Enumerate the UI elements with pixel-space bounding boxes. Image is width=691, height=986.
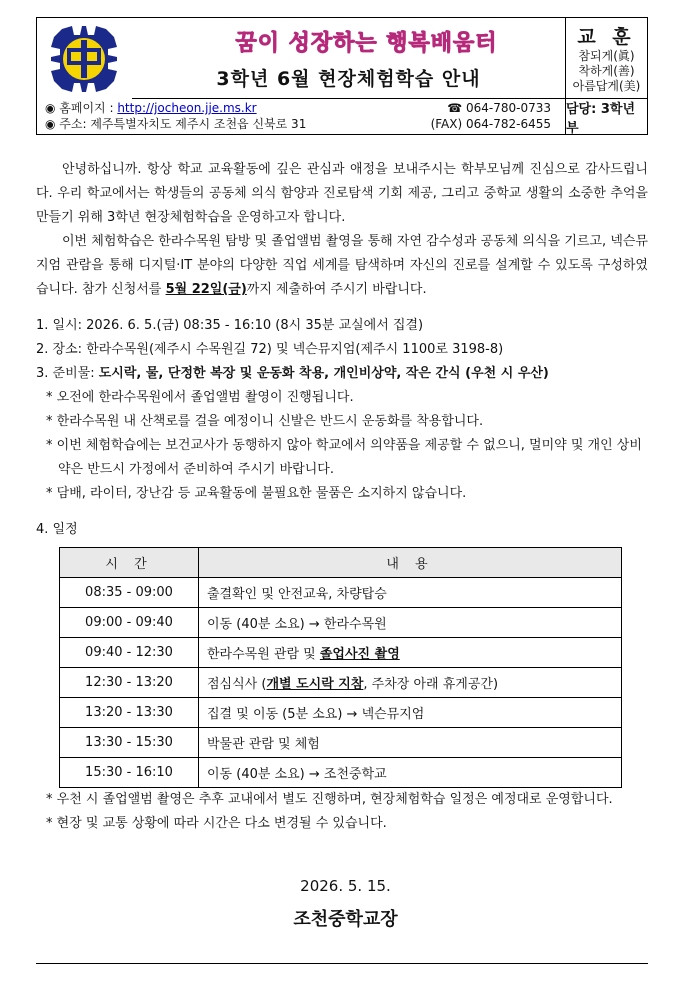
schedule-content-emphasis: 졸업사진 촬영 (319, 647, 400, 662)
department-badge: 담당: 3학년부 (565, 99, 647, 134)
schedule-notes (36, 788, 648, 836)
supplies-label: 3. 준비물: (36, 366, 99, 381)
table-row (60, 578, 622, 608)
title-cell (132, 18, 565, 99)
schedule-time: 12:30 - 13:20 (60, 668, 199, 698)
principal-signature: 조천중학교장 (293, 909, 398, 930)
note-bullet: * 오전에 한라수목원에서 졸업앨범 촬영이 진행됩니다. (46, 390, 354, 405)
schedule-content: 박물관 관람 및 체험 (199, 728, 622, 758)
schedule-content-emphasis: 개별 도시락 지참 (266, 677, 364, 692)
schedule-content-end: , 주차장 아래 휴게공간) (363, 677, 499, 692)
table-row (60, 638, 622, 668)
table-row (60, 758, 622, 788)
schedule-content: 집결 및 이동 (5분 소요) → 넥슨뮤지엄 (199, 698, 622, 728)
schedule-table (59, 547, 622, 788)
list-item-date: 1. 일시: 2026. 6. 5.(금) 08:35 - 16:10 (8시 35분 교실에서 집결) (36, 318, 424, 333)
greeting-paragraph: 안녕하십니까. 항상 학교 교육활동에 깊은 관심과 애정을 보내주시는 학부모님께 진심으로 감사드립니다. 우리 학교에서는 학생들의 공동체 의식 함양과 진로탐색 기회 제공, 그리고 중학교 생활의 소중한 추억을 만들기 위해 3학년 현장체험학습을 운영하고자 합니다. (36, 162, 648, 225)
school-motto (565, 18, 647, 99)
schedule-time: 08:35 - 09:00 (60, 578, 199, 608)
schedule-time: 09:00 - 09:40 (60, 608, 199, 638)
details-list (36, 314, 648, 506)
schedule-time: 09:40 - 12:30 (60, 638, 199, 668)
schedule-note: * 우천 시 졸업앨범 촬영은 추후 교내에서 별도 진행하며, 현장체험학습 일정은 예정대로 운영합니다. (46, 792, 613, 807)
table-header-row (60, 548, 622, 578)
motto-line-truth: 참되게(眞) (578, 49, 635, 63)
schedule-content-text: 점심식사 ( (207, 677, 267, 692)
schedule-content: 이동 (40분 소요) → 조천중학교 (199, 758, 622, 788)
address-row (45, 116, 557, 132)
schedule-time: 13:30 - 15:30 (60, 728, 199, 758)
list-item-supplies (36, 362, 648, 386)
letterhead (36, 17, 648, 135)
bottom-divider (36, 963, 648, 964)
page-title: 3학년 6월 현장체험학습 안내 (216, 68, 481, 90)
table-row (60, 668, 622, 698)
school-logo-cell (37, 18, 132, 99)
column-header-time: 시 간 (60, 548, 199, 578)
schedule-time: 13:20 - 13:30 (60, 698, 199, 728)
schedule-content: 이동 (40분 소요) → 한라수목원 (199, 608, 622, 638)
motto-line-beauty: 아름답게(美) (572, 79, 641, 93)
issue-date: 2026. 5. 15. (300, 877, 391, 895)
homepage-label: ◉ 홈페이지 : (45, 101, 118, 115)
table-row (60, 728, 622, 758)
contact-info (37, 99, 565, 134)
school-slogan: 꿈이 성장하는 행복배움터 (235, 31, 498, 56)
table-row (60, 698, 622, 728)
program-paragraph (36, 230, 648, 302)
schedule-content-text: 한라수목원 관람 및 (207, 647, 320, 662)
schedule-note: * 현장 및 교통 상황에 따라 시간은 다소 변경될 수 있습니다. (46, 816, 387, 831)
schedule-content: 출결확인 및 안전교육, 차량탑승 (199, 578, 622, 608)
note-bullet: * 한라수목원 내 산책로를 걸을 예정이니 신발은 반드시 운동화를 착용합니다. (46, 414, 484, 429)
motto-line-goodness: 착하게(善) (578, 64, 635, 78)
note-bullet: * 담배, 라이터, 장난감 등 교육활동에 불필요한 물품은 소지하지 않습니다. (46, 486, 467, 501)
column-header-content: 내 용 (199, 548, 622, 578)
homepage-link[interactable]: http://jocheon.jje.ms.kr (117, 101, 257, 115)
schedule-time: 15:30 - 16:10 (60, 758, 199, 788)
program-paragraph-end: 까지 제출하여 주시기 바랍니다. (246, 282, 427, 297)
note-bullet: * 이번 체험학습에는 보건교사가 동행하지 않아 학교에서 의약품을 제공할 수 없으니, 멀미약 및 개인 상비약은 반드시 가정에서 준비하여 주시기 바랍니다. (46, 438, 642, 477)
program-paragraph-text: 이번 체험학습은 한라수목원 탐방 및 졸업앨범 촬영을 통해 자연 감수성과 공동체 의식을 기르고, 넥슨뮤지엄 관람을 통해 디지털·IT 분야의 다양한 직업 세계를 탐색하며 자신의 진로를 설계할 수 있도록 구성하였습니다. 참가 신청서를 (36, 234, 648, 297)
school-emblem-icon (37, 18, 132, 99)
table-row (60, 608, 622, 638)
supplies-value: 도시락, 물, 단정한 복장 및 운동화 착용, 개인비상약, 작은 간식 (우천 시 우산) (98, 366, 549, 381)
schedule-content (199, 668, 622, 698)
fax-number: (FAX) 064-782-6455 (430, 117, 551, 131)
deadline-date: 5월 22일(금) (165, 282, 247, 297)
phone-number: ☎ 064-780-0733 (447, 101, 551, 115)
address-text: ◉ 주소: 제주특별자치도 제주시 조천읍 신북로 31 (45, 117, 307, 131)
homepage-row (45, 100, 557, 116)
list-item-place: 2. 장소: 한라수목원(제주시 수목원길 72) 및 넥슨뮤지엄(제주시 1100로 3198-8) (36, 342, 504, 357)
schedule-heading: 4. 일정 (36, 522, 78, 537)
schedule-content (199, 638, 622, 668)
motto-heading: 교 훈 (577, 26, 636, 48)
